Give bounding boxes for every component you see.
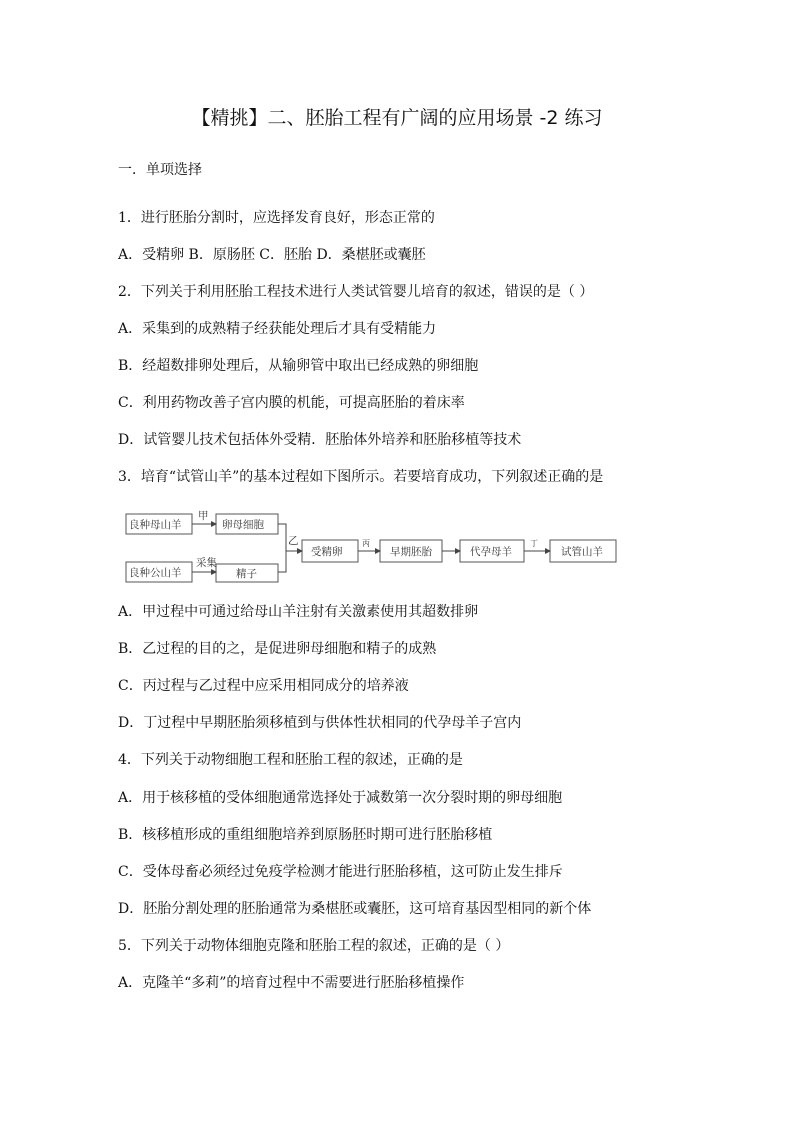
- question-4: 4．下列关于动物细胞工程和胚胎工程的叙述，正确的是: [118, 752, 463, 768]
- test-tube-goat-flow-diagram: [118, 502, 628, 588]
- label-step-yi: 乙: [288, 535, 299, 547]
- page-title: 【精挑】二、胚胎工程有广阔的应用场景 -2 练习: [191, 107, 603, 129]
- question-4-option-d: D．胚胎分割处理的胚胎通常为桑椹胚或囊胚，这可培育基因型相同的新个体: [118, 901, 592, 917]
- label-male-goat: 良种公山羊: [129, 567, 182, 579]
- question-2-option-a: A．采集到的成熟精子经获能处理后才具有受精能力: [118, 321, 437, 337]
- label-step-ding: 丁: [530, 539, 538, 548]
- question-3-option-b: B．乙过程的目的之，是促进卵母细胞和精子的成熟: [118, 641, 437, 657]
- question-3: 3．培育“试管山羊”的基本过程如下图所示。若要培育成功，下列叙述正确的是: [118, 469, 604, 485]
- label-step-bing: 丙: [362, 539, 370, 548]
- question-3-option-d: D．丁过程中早期胚胎须移植到与供体性状相同的代孕母羊子宫内: [118, 715, 522, 731]
- label-zygote: 受精卵: [311, 546, 343, 558]
- question-1: 1．进行胚胎分割时，应选择发育良好，形态正常的: [118, 210, 435, 226]
- label-female-goat: 良种母山羊: [129, 519, 182, 531]
- question-4-option-c: C．受体母畜必须经过免疫学检测才能进行胚胎移植，这可防止发生排斥: [118, 864, 563, 880]
- label-early-embryo: 早期胚胎: [390, 546, 432, 558]
- question-2: 2．下列关于利用胚胎工程技术进行人类试管婴儿培育的叙述，错误的是（ ）: [118, 284, 594, 300]
- question-3-option-c: C．丙过程与乙过程中应采用相同成分的培养液: [118, 678, 409, 694]
- question-4-option-b: B．核移植形成的重组细胞培养到原肠胚时期可进行胚胎移植: [118, 827, 493, 843]
- question-3-option-a: A．甲过程中可通过给母山羊注射有关激素使用其超数排卵: [118, 604, 479, 620]
- question-2-option-b: B．经超数排卵处理后，从输卵管中取出已经成熟的卵细胞: [118, 358, 479, 374]
- section-heading: 一．单项选择: [118, 162, 202, 178]
- label-sperm: 精子: [236, 568, 257, 580]
- label-surrogate: 代孕母羊: [470, 546, 512, 558]
- question-5: 5．下列关于动物体细胞克隆和胚胎工程的叙述，正确的是（ ）: [118, 938, 510, 954]
- question-5-option-a: A．克隆羊“多莉”的培育过程中不需要进行胚胎移植操作: [118, 975, 465, 991]
- label-step-jia: 甲: [198, 510, 209, 522]
- label-collect: 采集: [196, 557, 217, 569]
- question-1-options: A．受精卵 B．原肠胚 C．胚胎 D．桑椹胚或囊胚: [118, 247, 426, 263]
- question-2-option-c: C．利用药物改善子宫内膜的机能，可提高胚胎的着床率: [118, 395, 465, 411]
- label-oocyte: 卵母细胞: [222, 519, 264, 531]
- question-4-option-a: A．用于核移植的受体细胞通常选择处于减数第一次分裂时期的卵母细胞: [118, 790, 563, 806]
- question-2-option-d: D．试管婴儿技术包括体外受精．胚胎体外培养和胚胎移植等技术: [118, 432, 522, 448]
- label-test-tube-goat: 试管山羊: [561, 546, 603, 558]
